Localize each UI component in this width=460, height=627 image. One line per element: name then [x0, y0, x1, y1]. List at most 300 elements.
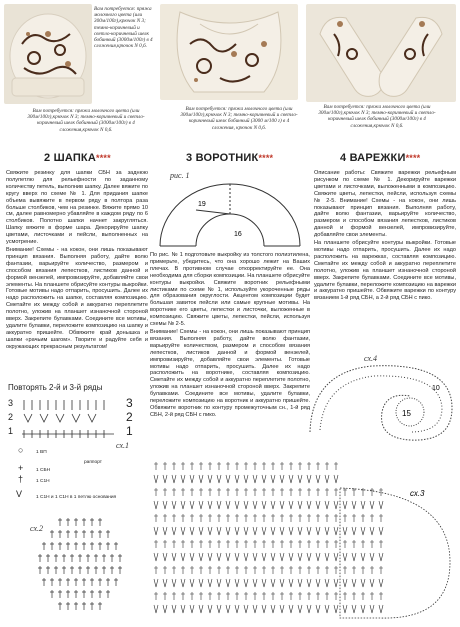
figure-label: рис. 1 [170, 171, 190, 180]
stitch-symbol [307, 579, 311, 587]
stitch-symbol [361, 579, 365, 587]
stitch-symbol [379, 514, 383, 522]
stitch-symbol [190, 605, 194, 613]
stitch-symbol [262, 527, 266, 535]
stitch-symbol [325, 566, 329, 574]
stitch-symbol [289, 553, 293, 561]
stitch-symbol [307, 475, 311, 483]
stitch-symbol [181, 475, 185, 483]
stitch-symbol [325, 501, 329, 509]
stitch-symbol [280, 579, 284, 587]
stitch-symbol [379, 527, 383, 535]
stitch-symbol [50, 578, 54, 586]
stitch-symbol [370, 540, 374, 548]
stitch-symbol [172, 579, 176, 587]
collar-photo [160, 4, 298, 100]
stitch-symbol [163, 605, 167, 613]
collar-text: По рис. № 1 подготовьте выкройку из толстого полиэтилена, примерьте, убедитесь, что она хорошо лежит на Ваших плечах. В противном случае откорректируйте ее. Она необходима для сборки композиции. На планшете обрисуйте контуры выкройки. Свяжите воротник рельефными листиками по схеме № 1, используйте укороченные ряды для образования округлости. Акцентом композиции будет большая завиток пейсли или самые крупные мотивы. На воротнике его цветы, лепестки и листочки, выложенные в композицию. Свяжите цветы, лепестки, пейсли, используя схемы № 2-5. Внимание! Схемы - на кокон, они лишь показывают принцип вязания. Выполняя работу, дайте волю фантазии, варьируйте количеством, размером и способом вязания лепестков, листиков данной и формой вензелей, импровизируйте, добавляйте свои элементы. Готовые мотивы надо отпарить, просушить. Далее их надо расположить на воротнике, составляя композицию. Сметайте их между собой и аккуратно переплетите полотно, уложив на планшет изнаночной стороной вверх. Закрепите булавками. Соедините все мотивы, удалите булавки, переложите композицию на воротник и аккуратно пришейте. Обвяжите воротник по контуру промежуточным сн., 1-й ряд СБН, 2-й ряд СБН с пико. [150, 252, 310, 418]
stitch-symbol [262, 579, 266, 587]
row-numbers-left: 3 2 1 [8, 398, 14, 436]
stitch-symbol [226, 514, 230, 522]
stitch-symbol [244, 475, 248, 483]
collar-pattern-figure [150, 176, 312, 250]
legend-s1n-base: 1 С1Н и 1 С1Н в 1 петлю основания [36, 495, 117, 500]
stitch-symbol [361, 540, 365, 548]
stitch-symbol [289, 475, 293, 483]
stitch-symbol [289, 488, 293, 496]
stitch-symbol [106, 530, 110, 538]
stitch-symbol [361, 514, 365, 522]
stitch-symbol [172, 605, 176, 613]
stitch-symbol [334, 566, 338, 574]
stitch-symbol [280, 527, 284, 535]
stitch-symbol [262, 475, 266, 483]
stitch-symbol [226, 488, 230, 496]
stitch-symbol [253, 553, 257, 561]
stitch-symbol [352, 605, 356, 613]
stitch-symbol [307, 553, 311, 561]
stitch-symbol [298, 488, 302, 496]
stitch-symbol [307, 540, 311, 548]
stitch-symbol [325, 605, 329, 613]
stitch-symbol [172, 475, 176, 483]
stitch-symbol [244, 462, 248, 470]
stitch-symbol [235, 566, 239, 574]
stitch-symbol [289, 592, 293, 600]
stitch-symbol [361, 501, 365, 509]
stitch-symbol [42, 542, 46, 550]
stitch-symbol [235, 553, 239, 561]
stitch-symbol [325, 475, 329, 483]
stitch-symbol [58, 578, 62, 586]
stitch-symbol [271, 462, 275, 470]
stitch-symbol [50, 530, 54, 538]
stitch-symbol [154, 579, 158, 587]
stitch-symbol [82, 602, 86, 610]
stitch-symbol [298, 605, 302, 613]
stitch-symbol [181, 540, 185, 548]
stitch-symbol [289, 462, 293, 470]
stitch-symbol [271, 527, 275, 535]
stitch-symbol [163, 488, 167, 496]
stitch-symbol [325, 514, 329, 522]
stitch-symbol [343, 579, 347, 587]
stitch-symbol [244, 488, 248, 496]
stitch-symbol [110, 554, 114, 562]
rapport-label: раппорт [84, 460, 102, 465]
stitch-symbol [226, 553, 230, 561]
stitch-symbol [190, 488, 194, 496]
stitch-symbol [280, 553, 284, 561]
stitch-symbol [46, 554, 50, 562]
stitch-symbol [253, 592, 257, 600]
stitch-symbol [208, 605, 212, 613]
stitch-symbol [262, 566, 266, 574]
stitch-symbol [163, 540, 167, 548]
stitch-symbol [352, 579, 356, 587]
stitch-symbol [262, 540, 266, 548]
stitch-symbol [90, 578, 94, 586]
stitch-symbol [262, 605, 266, 613]
stitch-symbol [379, 605, 383, 613]
stitch-symbol [352, 592, 356, 600]
chart-3-label: сх.3 [410, 489, 425, 498]
stitch-symbol [253, 501, 257, 509]
hat-photo [4, 4, 92, 104]
stitch-symbol [66, 578, 70, 586]
stitch-symbol [298, 462, 302, 470]
stitch-symbol [190, 475, 194, 483]
stitch-symbol [379, 592, 383, 600]
leaf-chart-2 [4, 510, 154, 622]
stitch-symbol [316, 553, 320, 561]
stitch-symbol [217, 501, 221, 509]
stitch-symbol [226, 540, 230, 548]
stitch-symbol [181, 605, 185, 613]
stitch-symbol [217, 475, 221, 483]
stitch-symbol [253, 488, 257, 496]
stitch-symbol [154, 527, 158, 535]
stitch-symbol [289, 579, 293, 587]
stitch-symbol [74, 542, 78, 550]
stitch-symbol [334, 462, 338, 470]
stitch-symbol [181, 501, 185, 509]
stitch-symbol [208, 488, 212, 496]
stitch-symbol [163, 475, 167, 483]
stitch-symbol [289, 540, 293, 548]
stitch-symbol [82, 530, 86, 538]
stitch-symbol [172, 462, 176, 470]
stitch-symbol [262, 514, 266, 522]
stitch-symbol [361, 527, 365, 535]
stitch-symbol [172, 566, 176, 574]
stitch-symbol [244, 566, 248, 574]
stitch-symbol [235, 501, 239, 509]
stitch-symbol [253, 579, 257, 587]
stitch-symbol [289, 501, 293, 509]
stitch-symbol [316, 605, 320, 613]
repeat-rows-chart [20, 396, 120, 442]
stitch-symbol [325, 553, 329, 561]
stitch-symbol [226, 462, 230, 470]
hat-title: 2 ШАПКА**** [44, 152, 111, 164]
stitch-symbol [253, 566, 257, 574]
s1n-base-symbol: V [16, 489, 23, 499]
stitch-symbol [86, 554, 90, 562]
stitch-symbol [271, 553, 275, 561]
stitch-symbol [325, 579, 329, 587]
stitch-symbol [316, 462, 320, 470]
stitch-symbol [370, 488, 374, 496]
stitch-symbol [58, 518, 62, 526]
stitch-symbol [280, 540, 284, 548]
stitch-symbol [98, 542, 102, 550]
stitch-symbol [316, 488, 320, 496]
stitch-symbol [54, 554, 58, 562]
stitch-symbol [114, 542, 118, 550]
stitch-symbol [94, 554, 98, 562]
stitch-symbol [271, 514, 275, 522]
stitch-symbol [181, 527, 185, 535]
stitch-symbol [199, 540, 203, 548]
stitch-symbol [298, 579, 302, 587]
stitch-symbol [217, 605, 221, 613]
stitch-symbol [343, 566, 347, 574]
stitch-symbol [199, 553, 203, 561]
stitch-symbol [325, 488, 329, 496]
stitch-symbol [62, 566, 66, 574]
paisley-row-15: 15 [402, 409, 411, 418]
stitch-symbol [66, 602, 70, 610]
stitch-symbol [90, 602, 94, 610]
stitch-symbol [163, 592, 167, 600]
stitch-symbol [343, 605, 347, 613]
stitch-symbol [298, 592, 302, 600]
stitch-symbol [208, 501, 212, 509]
stitch-symbol [199, 475, 203, 483]
stitch-symbol [298, 475, 302, 483]
stitch-symbol [199, 514, 203, 522]
stitch-symbol [58, 602, 62, 610]
stitch-symbol [280, 514, 284, 522]
stitch-symbol [334, 540, 338, 548]
stitch-symbol [208, 592, 212, 600]
stitch-symbol [253, 605, 257, 613]
paisley-row-10: 10 [432, 385, 440, 392]
stitch-symbol [271, 592, 275, 600]
stitch-symbol [352, 501, 356, 509]
stitch-symbol [154, 566, 158, 574]
stitch-symbol [325, 592, 329, 600]
stitch-symbol [199, 488, 203, 496]
stitch-symbol [271, 566, 275, 574]
stitch-symbol [316, 527, 320, 535]
stitch-symbol [280, 605, 284, 613]
stitch-symbol [325, 462, 329, 470]
stitch-symbol [334, 527, 338, 535]
stitch-symbol [325, 540, 329, 548]
stitch-symbol [217, 462, 221, 470]
hat-materials: Вам потребуется: пряжа молочного цвета (или 300м/100г),крючок N 3; темно-коричневый и светло-коричневый шелк бобинный (3000м/100г) в 4 сложения,крючок N 0,6. [94, 6, 153, 50]
stitch-symbol [253, 527, 257, 535]
legend-vp: 1 ВП [36, 450, 47, 455]
stitch-symbol [42, 578, 46, 586]
hat-materials-repeat: Вам потребуется: пряжа молочного цвета (или 300м/100г),крючок N 3; темно-коричневый и светло-коричневый шелк бобинный (3000м/100г) в 4 сложения,крючок N 0,6. [27, 108, 145, 133]
stitch-symbol [226, 579, 230, 587]
stitch-symbol [235, 579, 239, 587]
stitch-symbol [361, 566, 365, 574]
collar-illustration [160, 4, 298, 100]
legend-s1n: 1 С1Н [36, 479, 50, 484]
chart-2-label: сх.2 [30, 524, 43, 533]
paisley-chart [302, 352, 458, 444]
stitch-symbol [199, 592, 203, 600]
stitch-symbol [163, 553, 167, 561]
stitch-symbol [199, 566, 203, 574]
stitch-symbol [199, 579, 203, 587]
hat-illustration [4, 4, 92, 104]
stitch-symbol [280, 462, 284, 470]
chart-1-label: сх.1 [116, 441, 129, 450]
stitch-symbol [110, 566, 114, 574]
stitch-symbol [66, 542, 70, 550]
stitch-symbol [98, 518, 102, 526]
stitch-symbol [316, 566, 320, 574]
mittens-illustration [306, 4, 456, 102]
stitch-symbol [181, 488, 185, 496]
stitch-symbol [253, 475, 257, 483]
stitch-symbol [244, 501, 248, 509]
stitch-symbol [172, 501, 176, 509]
stitch-symbol [379, 501, 383, 509]
stitch-symbol [271, 488, 275, 496]
stitch-symbol [316, 540, 320, 548]
stitch-symbol [163, 501, 167, 509]
stitch-symbol [154, 475, 158, 483]
stitch-symbol [298, 501, 302, 509]
stitch-symbol [316, 514, 320, 522]
stitch-symbol [262, 553, 266, 561]
stitch-symbol [208, 462, 212, 470]
stitch-symbol [370, 553, 374, 561]
stitch-symbol [217, 566, 221, 574]
sbn-symbol: + [18, 463, 24, 473]
stitch-symbol [280, 488, 284, 496]
dim-16-label: 16 [234, 231, 242, 238]
stitch-symbol [244, 592, 248, 600]
stitch-symbol [66, 590, 70, 598]
stitch-symbol [154, 592, 158, 600]
stitch-symbol [361, 592, 365, 600]
stitch-symbol [74, 602, 78, 610]
stitch-symbol [370, 579, 374, 587]
stitch-symbol [86, 566, 90, 574]
stitch-symbol [172, 553, 176, 561]
stitch-symbol [307, 605, 311, 613]
stitch-symbol [271, 579, 275, 587]
collar-title: 3 ВОРОТНИК**** [186, 152, 274, 164]
stitch-symbol [102, 566, 106, 574]
stitch-symbol [82, 590, 86, 598]
stitch-symbol [199, 527, 203, 535]
stitch-symbol [190, 527, 194, 535]
stitch-symbol [199, 462, 203, 470]
mittens-text: Описание работы: Свяжите варежки рельефным рисунком по схеме № 1. Декорируйте варежки цветами и листочками, выложенными в композицию. Свяжите цветы, лепестки, пейсли, используя схемы № 2-5. Внимание! Схемы - на кокон, они лишь показывают принцип вязания. Выполняя работу, дайте волю фантазии, варьируйте количество, размером и способом вязания лепестков, листиков данной и формой вензелей, импровизируйте, добавляйте свои элементы. На планшете обрисуйте контуры выкройки. Готовые мотивы надо отпарить, просушить. Далее их надо расположить на варежках, составляя композицию. Сметайте их между собой и аккуратно переплетите полотно, уложив на планшет изнаночной стороной вверх. Закрепите булавками. Соедините все мотивы, удалите булавки, переложите композицию на варежки и аккуратно пришейте. Обвяжите варежки по контуру вязанием 1-й ряд СБН, а 2-й ряд СБН с пико. [314, 170, 456, 302]
stitch-symbol [271, 475, 275, 483]
stitch-symbol [307, 514, 311, 522]
stitch-symbol [244, 579, 248, 587]
stitch-symbol [98, 530, 102, 538]
dim-19-label: 19 [198, 201, 206, 208]
stitch-symbol [217, 540, 221, 548]
stitch-symbol [352, 553, 356, 561]
stitch-symbol [307, 566, 311, 574]
stitch-symbol [370, 514, 374, 522]
stitch-symbol [208, 527, 212, 535]
stitch-symbol [82, 518, 86, 526]
stitch-symbol [208, 475, 212, 483]
stitch-symbol [352, 540, 356, 548]
stitch-symbol [235, 540, 239, 548]
stitch-symbol [98, 602, 102, 610]
stitch-symbol [271, 501, 275, 509]
stitch-symbol [262, 488, 266, 496]
stitch-symbol [82, 578, 86, 586]
stitch-symbol [181, 592, 185, 600]
stitch-symbol [334, 514, 338, 522]
stitch-symbol [226, 475, 230, 483]
stitch-symbol [343, 527, 347, 535]
stitch-symbol [379, 553, 383, 561]
stitch-symbol [74, 590, 78, 598]
stitch-symbol [172, 592, 176, 600]
stitch-symbol [334, 592, 338, 600]
row-numbers-right: 3 2 1 [126, 396, 133, 438]
stitch-symbol [190, 553, 194, 561]
stitch-symbol [370, 566, 374, 574]
stitch-symbol [262, 462, 266, 470]
stitch-symbol [325, 527, 329, 535]
stitch-symbol [334, 501, 338, 509]
stitch-symbol [289, 566, 293, 574]
stitch-symbol [280, 592, 284, 600]
chain-symbol: ○ [18, 445, 24, 455]
stitch-symbol [280, 566, 284, 574]
stitch-symbol [307, 592, 311, 600]
stitch-symbol [94, 566, 98, 574]
stitch-symbol [289, 605, 293, 613]
s1n-symbol: † [18, 474, 24, 484]
stitch-symbol [90, 590, 94, 598]
stitch-symbol [343, 553, 347, 561]
stitch-symbol [190, 462, 194, 470]
stitch-symbol [343, 488, 347, 496]
stitch-symbol [58, 542, 62, 550]
stitch-symbol [154, 501, 158, 509]
stitch-symbol [74, 518, 78, 526]
stitch-symbol [208, 566, 212, 574]
stitch-symbol [226, 566, 230, 574]
stitch-symbol [235, 475, 239, 483]
collar-materials: Вам потребуется: пряжа молочного цвета (или 300м/100г),крючок N 3; темно-коричневый и светло-коричневый шелк бобинный (3000 м/100 г) в 4 сложения, крючок N 0,6. [180, 106, 298, 131]
stitch-symbol [106, 578, 110, 586]
stitch-symbol [226, 501, 230, 509]
hat-text: Свяжите резинку для шапки СБН за заднюю полупетлю для рельефности по заданному количеству петель, выполнив шапку. Далее вяжите по кругу вверх по схеме № 1. Для придания шапке объема вывяжите в первом ряду в полтора раза больше столбиков, чем на резинке. Вяжите прямо 10 см, далее равномерно убавляйте в каждом ряду по 6 столбиков. Полотно шапки начнет закругляться. Шапку вяжите в форме шара. Декорируйте шапку цветами, листочками и пейсли, выполненных на усмотрение. Внимание! Схемы - на кокон, они лишь показывают принцип вязания. Выполняя работу, дайте волю фантазии, варьируйте количество, размером и способом вязания лепестков, листиков данной и формой вензелей, импровизируйте, добавляйте свои элементы. На планшете обрисуйте контуры выкройки. Готовые мотивы надо отпарить, просушить. Далее их надо расположить на шапке, составляя композицию. Сметайте их между собой и аккуратно переплетите полотно, уложив на планшет изнаночной стороной вверх. Закрепите булавками. Соедините все мотивы, удалите булавки, переложите композицию на шапку и аккуратно пришейте. Обвяжите край донышка и шапки «рачьим шагом». Творите и радуйте себя и окружающих прекрасным результатом! [6, 170, 148, 350]
stitch-symbol [235, 462, 239, 470]
stitch-symbol [271, 540, 275, 548]
stitch-symbol [98, 578, 102, 586]
stitch-symbol [316, 579, 320, 587]
stitch-symbol [379, 566, 383, 574]
stitch-symbol [235, 605, 239, 613]
stitch-symbol [226, 605, 230, 613]
stitch-symbol [74, 578, 78, 586]
stitch-symbol [154, 514, 158, 522]
mittens-photo [306, 4, 456, 102]
stitch-symbol [50, 590, 54, 598]
stitch-symbol [298, 514, 302, 522]
stitch-symbol [352, 527, 356, 535]
stitch-symbol [54, 566, 58, 574]
stitch-symbol [154, 488, 158, 496]
stitch-symbol [370, 605, 374, 613]
stitch-symbol [38, 554, 42, 562]
stitch-symbol [343, 540, 347, 548]
stitch-symbol [253, 514, 257, 522]
stitch-symbol [90, 542, 94, 550]
stitch-symbol [78, 554, 82, 562]
stitch-symbol [352, 566, 356, 574]
